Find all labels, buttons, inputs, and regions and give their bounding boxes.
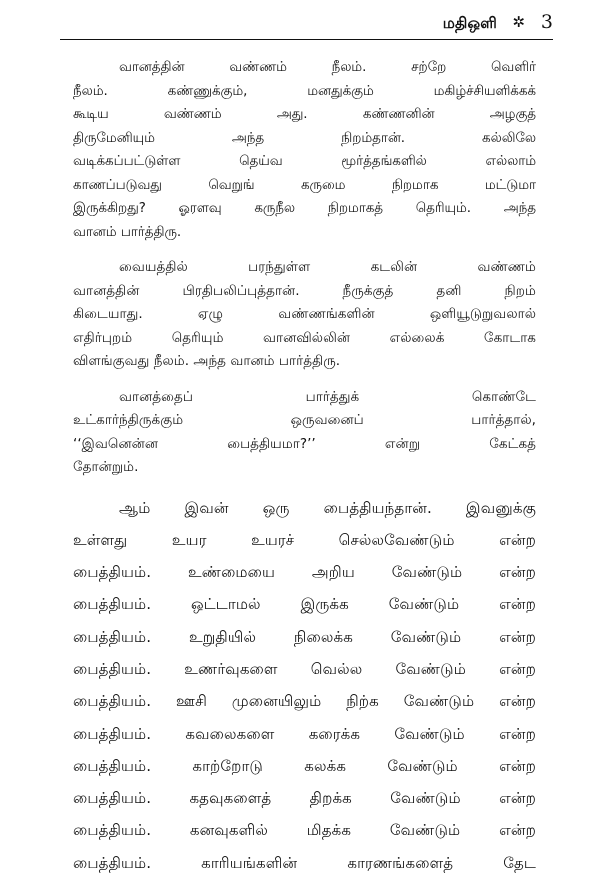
text-line: இருக்கிறது? ஓரளவு கருநீல நிறமாகத் தெரியும். அந்த — [73, 201, 536, 216]
paragraph-1 — [73, 56, 536, 244]
paragraph-2 — [73, 256, 536, 374]
text-line: விளங்குவது நீலம். அந்த வானம் பார்த்திரு. — [73, 353, 341, 369]
paragraph-3 — [73, 386, 536, 480]
text-line: உட்கார்ந்திருக்கும் ஒருவனைப் பார்த்தால், — [73, 412, 536, 428]
text-line: பைத்தியம். உணர்வுகளை வெல்ல வேண்டும் என்ற — [73, 659, 536, 678]
text-line: பைத்தியம். உறுதியில் நிலைக்க வேண்டும் என்ற — [73, 627, 536, 646]
running-head-title: மதிஒளி — [442, 14, 497, 32]
text-line: வானம் பார்த்திரு. — [73, 224, 182, 240]
body-text — [73, 56, 536, 891]
header-rule — [60, 39, 553, 40]
text-line: ‘‘இவனென்ன பைத்தியமா?’’ என்று கேட்கத் — [73, 435, 536, 452]
text-line: பைத்தியம். காரியங்களின் காரணங்களைத் தேட — [73, 853, 536, 872]
text-line: திருமேனியும் அந்த நிறம்தான். கல்லிலே — [73, 130, 536, 146]
text-line: காணப்படுவது வெறுங் கருமை நிறமாக மட்டுமா — [73, 177, 536, 193]
page-header — [0, 0, 595, 44]
text-line: உள்ளது உயர உயரச் செல்லவேண்டும் என்ற — [73, 530, 536, 549]
text-line: வானத்தைப் பார்த்துக் கொண்டே — [119, 388, 536, 405]
text-line: வடிக்கப்பட்டுள்ள தெய்வ மூர்த்தங்களில் எல்லாம் — [73, 154, 536, 169]
ornament-icon: ✲ — [512, 13, 525, 31]
text-line: கூடிய வண்ணம் அது. கண்ணனின் அழகுத் — [73, 107, 536, 122]
text-line: தோன்றும். — [73, 459, 139, 475]
text-line: பைத்தியம். காற்றோடு கலக்க வேண்டும் என்ற — [73, 756, 536, 775]
text-line: பைத்தியம். உண்மையை அறிய வேண்டும் என்ற — [73, 563, 536, 582]
page-number: 3 — [540, 11, 553, 33]
text-line: வையத்தில் பரந்துள்ள கடலின் வண்ணம் — [119, 259, 536, 275]
text-line: பைத்தியம். ஒட்டாமல் இருக்க வேண்டும் என்ற — [73, 595, 536, 614]
text-line: எதிர்புறம் தெரியும் வானவில்லின் எல்லைக் கோடாக — [73, 329, 536, 346]
text-line: பைத்தியம். கவலைகளை கரைக்க வேண்டும் என்ற — [73, 724, 536, 743]
text-line: வானத்தின் பிரதிபலிப்புத்தான். நீருக்குத் தனி நிறம் — [73, 282, 536, 299]
text-line: பைத்தியம். கதவுகளைத் திறக்க வேண்டும் என்ற — [73, 789, 536, 808]
text-line: பைத்தியம். ஊசி முனையிலும் நிற்க வேண்டும் என்ற — [73, 692, 536, 711]
text-line: வானத்தின் வண்ணம் நீலம். சற்றே வெளிர் — [119, 60, 536, 75]
text-line: நீலம். கண்ணுக்கும், மனதுக்கும் மகிழ்ச்சியளிக்கக் — [73, 83, 536, 99]
paragraph-4 — [73, 492, 536, 880]
text-line: கிடையாது. ஏழு வண்ணங்களின் ஒளியூடுறுவலால் — [73, 306, 536, 322]
text-line: ஆம் இவன் ஒரு பைத்தியந்தான். இவனுக்கு — [119, 498, 536, 517]
text-line: பைத்தியம். கனவுகளில் மிதக்க வேண்டும் என்ற — [73, 821, 536, 840]
